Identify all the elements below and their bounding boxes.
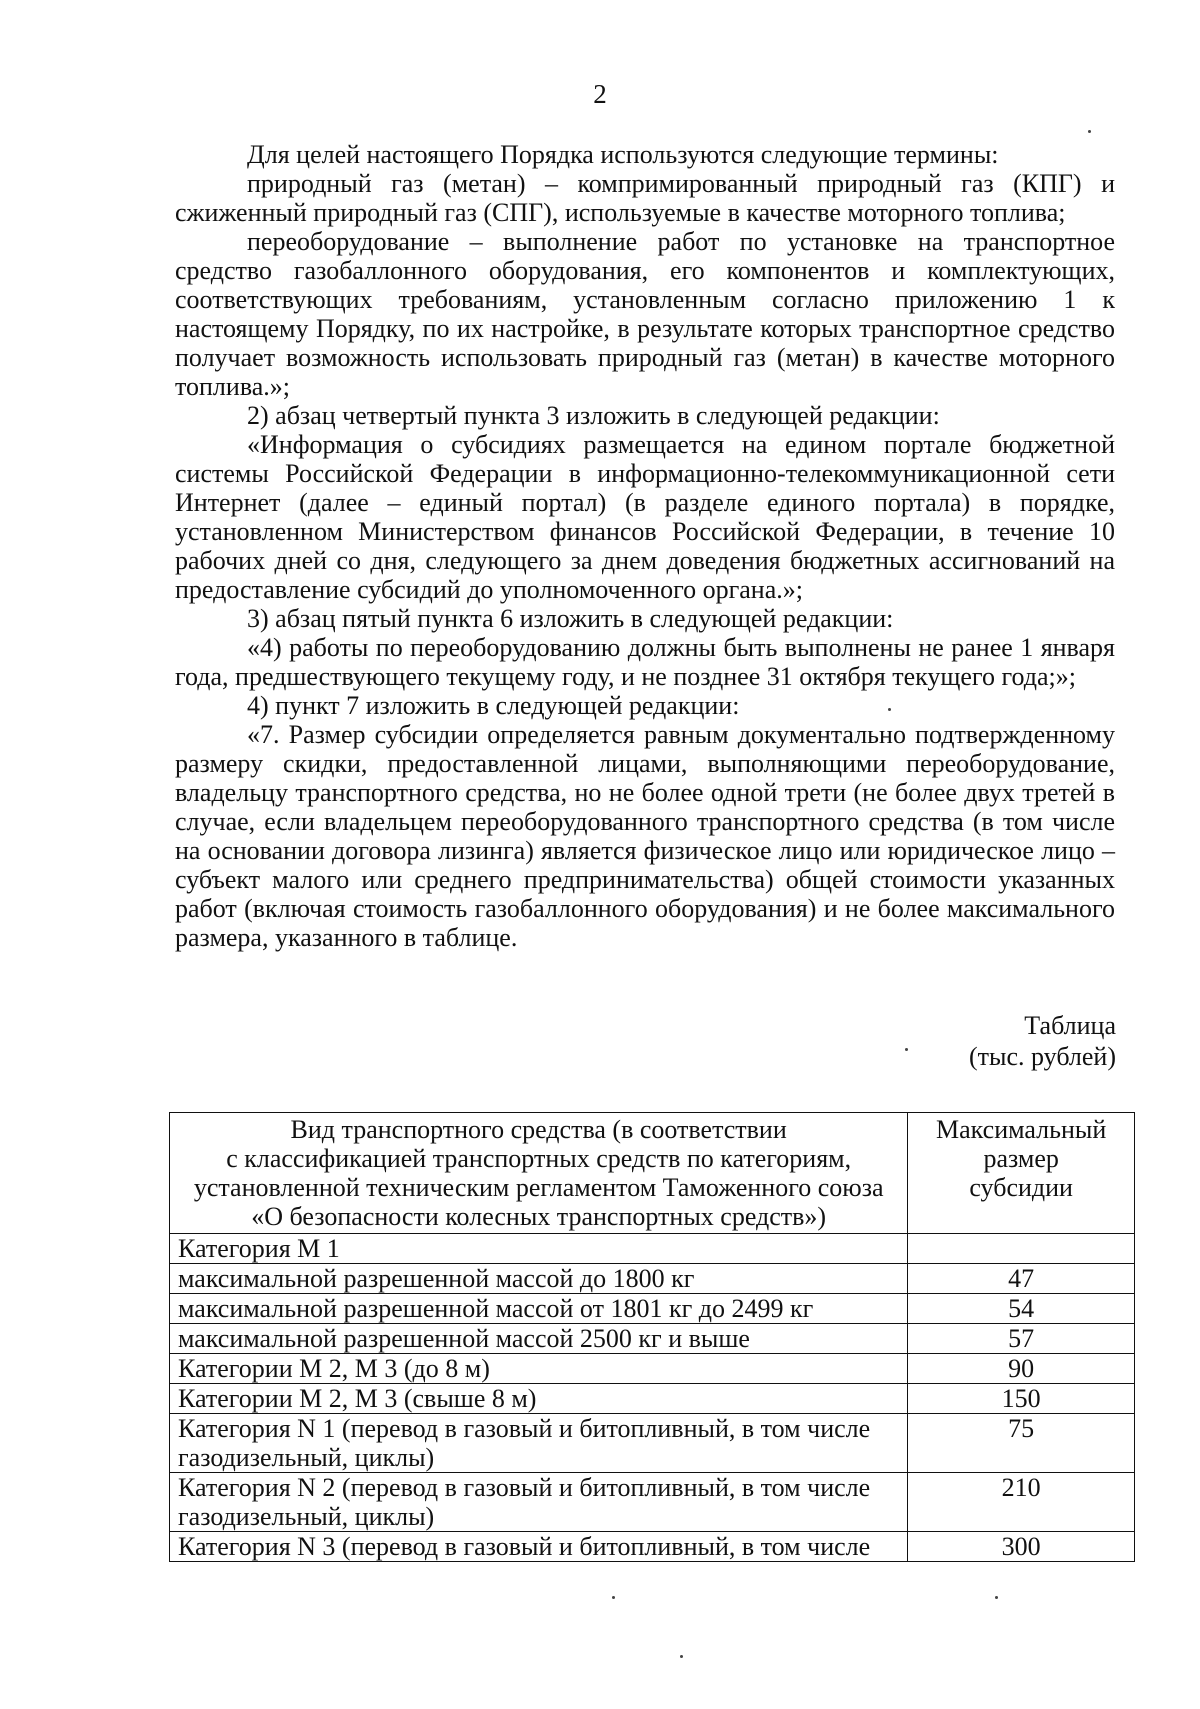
header-line: размер [983, 1144, 1059, 1173]
header-max-subsidy [908, 1113, 1135, 1234]
header-line: «О безопасности колесных транспортных средств») [251, 1202, 827, 1231]
subsidy-value-cell: 150 [908, 1384, 1135, 1414]
subsidy-value-cell: 75 [908, 1414, 1135, 1473]
paragraph: «Информация о субсидиях размещается на едином портале бюджетной системы Российской Федерации в информационно-телекоммуникационной сети Интернет (далее – единый портал) (в разделе единого портала) в порядке, установленном Министерством финансов Российской Федерации, в течение 10 рабочих дней со дня, следующего за днем доведения бюджетных ассигнований на предоставление субсидий до уполномоченного органа.»; [175, 430, 1115, 604]
paragraph: 3) абзац пятый пункта 6 изложить в следующей редакции: [247, 604, 894, 633]
table-row [170, 1354, 1135, 1384]
paragraph: Для целей настоящего Порядка используются следующие термины: [247, 140, 999, 169]
vehicle-type-cell: максимальной разрешенной массой от 1801 кг до 2499 кг [170, 1294, 908, 1324]
paragraph: переоборудование – выполнение работ по установке на транспортное средство газобаллонного оборудования, его компонентов и комплектующих, соответствующих требованиям, установленным согласно приложению 1 к настоящему Порядку, по их настройке, в результате которых транспортное средство получает возможность использовать природный газ (метан) в качестве моторного топлива.»; [175, 227, 1115, 401]
subsidy-value-cell [908, 1234, 1135, 1264]
subsidy-value-cell: 47 [908, 1264, 1135, 1294]
scan-speck [680, 1655, 683, 1658]
subsidy-value-cell: 54 [908, 1294, 1135, 1324]
paragraph: «7. Размер субсидии определяется равным документально подтвержденному размеру скидки, предоставленной лицами, выполняющими переоборудование, владельцу транспортного средства, но не более одной трети (не более двух третей в случае, если владельцем переоборудованного транспортного средства (в том числе на основании договора лизинга) является физическое лицо или юридическое лицо – субъект малого или среднего предпринимательства) общей стоимости указанных работ (включая стоимость газобаллонного оборудования) и не более максимального размера, указанного в таблице. [175, 720, 1115, 952]
header-line: с классификацией транспортных средств по категориям, [226, 1144, 852, 1173]
header-line: установленной техническим регламентом Таможенного союза [193, 1173, 884, 1202]
subsidy-value-cell: 300 [908, 1532, 1135, 1562]
scan-speck [612, 1596, 615, 1599]
page-number: 2 [593, 79, 607, 109]
vehicle-type-cell: Категория М 1 [170, 1234, 908, 1264]
scan-speck [888, 708, 891, 711]
vehicle-type-cell: максимальной разрешенной массой до 1800 кг [170, 1264, 908, 1294]
subsidy-value-cell: 90 [908, 1354, 1135, 1384]
scan-speck [1088, 130, 1091, 133]
paragraph: природный газ (метан) – компримированный природный газ (КПГ) и сжиженный природный газ (СПГ), используемые в качестве моторного топлива; [175, 169, 1115, 227]
vehicle-type-cell: Категория N 3 (перевод в газовый и битопливный, в том числе [170, 1532, 908, 1562]
header-line: субсидии [969, 1173, 1073, 1202]
table-row [170, 1532, 1135, 1562]
scan-speck [905, 1048, 908, 1051]
document-body [175, 140, 1115, 952]
table-row [170, 1414, 1135, 1473]
paragraph: 4) пункт 7 изложить в следующей редакции: [247, 691, 740, 720]
table-header-row [170, 1113, 1135, 1234]
vehicle-type-cell: Категория N 2 (перевод в газовый и битопливный, в том числе газодизельный, циклы) [170, 1473, 908, 1532]
table-row [170, 1294, 1135, 1324]
subsidy-value-cell: 210 [908, 1473, 1135, 1532]
table-row [170, 1384, 1135, 1414]
table-row [170, 1324, 1135, 1354]
paragraph: 2) абзац четвертый пункта 3 изложить в следующей редакции: [247, 401, 940, 430]
subsidy-table [169, 1112, 1135, 1562]
table-caption-title: Таблица [1024, 1011, 1116, 1040]
vehicle-type-cell: Категория N 1 (перевод в газовый и битопливный, в том числе газодизельный, циклы) [170, 1414, 908, 1473]
vehicle-type-cell: Категории М 2, М 3 (свыше 8 м) [170, 1384, 908, 1414]
table-caption [800, 1010, 1116, 1072]
paragraph: «4) работы по переоборудованию должны быть выполнены не ранее 1 января года, предшествующего текущему году, и не позднее 31 октября текущего года;»; [175, 633, 1115, 691]
table-row [170, 1473, 1135, 1532]
header-vehicle-type [170, 1113, 908, 1234]
table-caption-units: (тыс. рублей) [968, 1042, 1116, 1071]
vehicle-type-cell: Категории М 2, М 3 (до 8 м) [170, 1354, 908, 1384]
subsidy-table-wrap [169, 1112, 1135, 1562]
subsidy-value-cell: 57 [908, 1324, 1135, 1354]
header-line: Вид транспортного средства (в соответствии [290, 1115, 787, 1144]
vehicle-type-cell: максимальной разрешенной массой 2500 кг и выше [170, 1324, 908, 1354]
table-row [170, 1264, 1135, 1294]
scan-speck [995, 1596, 998, 1599]
header-line: Максимальный [936, 1115, 1107, 1144]
table-row [170, 1234, 1135, 1264]
